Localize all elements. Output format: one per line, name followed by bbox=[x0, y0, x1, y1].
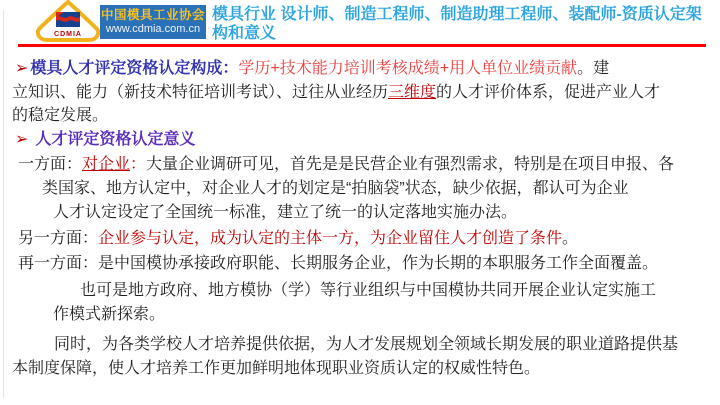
text-segment: 的稳定发展。 bbox=[12, 107, 109, 124]
text-segment: 立知识、能力（新技术特征培训考试）、过往从业经历 bbox=[12, 84, 389, 101]
text-segment: 。 bbox=[562, 230, 579, 247]
text-segment: ➢ bbox=[15, 60, 29, 77]
text-line bbox=[80, 281, 656, 301]
text-segment: 学历+技术能力培训考核成绩+用人单位业绩贡献 bbox=[238, 60, 578, 77]
text-segment: 人才评定资格认定意义 bbox=[35, 131, 196, 148]
text-line bbox=[12, 83, 660, 103]
text-segment: 本制度保障，使人才培养工作更加鲜明地体现职业资质认定的权威性特色。 bbox=[12, 360, 541, 377]
slide-title-line2: 构和意义 bbox=[212, 25, 277, 42]
text-segment: 人才认定设定了全国统一标准，建立了统一的认定落地实施办法。 bbox=[53, 204, 518, 221]
org-url[interactable]: www.cdmia.com.cn bbox=[105, 22, 201, 35]
text-segment: 作模式新探索。 bbox=[53, 306, 166, 323]
text-segment: 同时，为各类学校人才培养提供依据，为人才发展规划全领域长期发展的职业道路提供基 bbox=[54, 336, 679, 353]
text-segment: 类国家、地方认定中，对企业人才的划定是“拍脑袋”状态，缺少依据，都认可为企业 bbox=[42, 180, 629, 197]
org-name: 中国模具工业协会 bbox=[100, 8, 205, 23]
text-line bbox=[15, 59, 609, 79]
slide-title-line1: 模具行业 设计师、制造工程师、制造助理工程师、装配师-资质认定架 bbox=[212, 6, 702, 23]
text-segment: ： bbox=[130, 156, 147, 173]
text-line bbox=[18, 229, 578, 249]
text-segment: 对企业 bbox=[82, 156, 131, 173]
text-segment: 模具人才评定资格认定构成： bbox=[30, 60, 239, 77]
text-segment: 的人才评价体系，促进产业人才 bbox=[436, 84, 661, 101]
text-segment: 另一方面： bbox=[18, 230, 99, 247]
logo-acronym: CDMIA bbox=[54, 31, 82, 38]
text-line bbox=[42, 179, 629, 199]
text-line bbox=[18, 155, 674, 175]
text-segment: ➢ bbox=[15, 131, 29, 148]
text-segment: 。建 bbox=[577, 60, 610, 77]
text-segment: 企业参与认定，成为认定的主体一方，为企业留住人才创造了条件 bbox=[98, 230, 563, 247]
text-line bbox=[15, 130, 195, 150]
text-segment: 三维度 bbox=[388, 84, 437, 101]
text-line bbox=[54, 335, 678, 355]
text-line bbox=[53, 203, 517, 223]
text-line bbox=[12, 106, 108, 126]
text-line bbox=[12, 359, 540, 379]
text-line bbox=[53, 305, 165, 325]
text-segment: 再一方面：是中国模协承接政府职能、长期服务企业，作为长期的本职服务工作全面覆盖。 bbox=[18, 255, 659, 272]
text-segment: 大量企业调研可见，首先是是民营企业有强烈需求，特别是在项目申报、各 bbox=[146, 156, 675, 173]
text-segment: 也可是地方政府、地方模协（学）等行业组织与中国模协共同开展企业认定实施工 bbox=[80, 282, 657, 299]
text-segment: 一方面： bbox=[18, 156, 83, 173]
text-line bbox=[18, 254, 658, 274]
